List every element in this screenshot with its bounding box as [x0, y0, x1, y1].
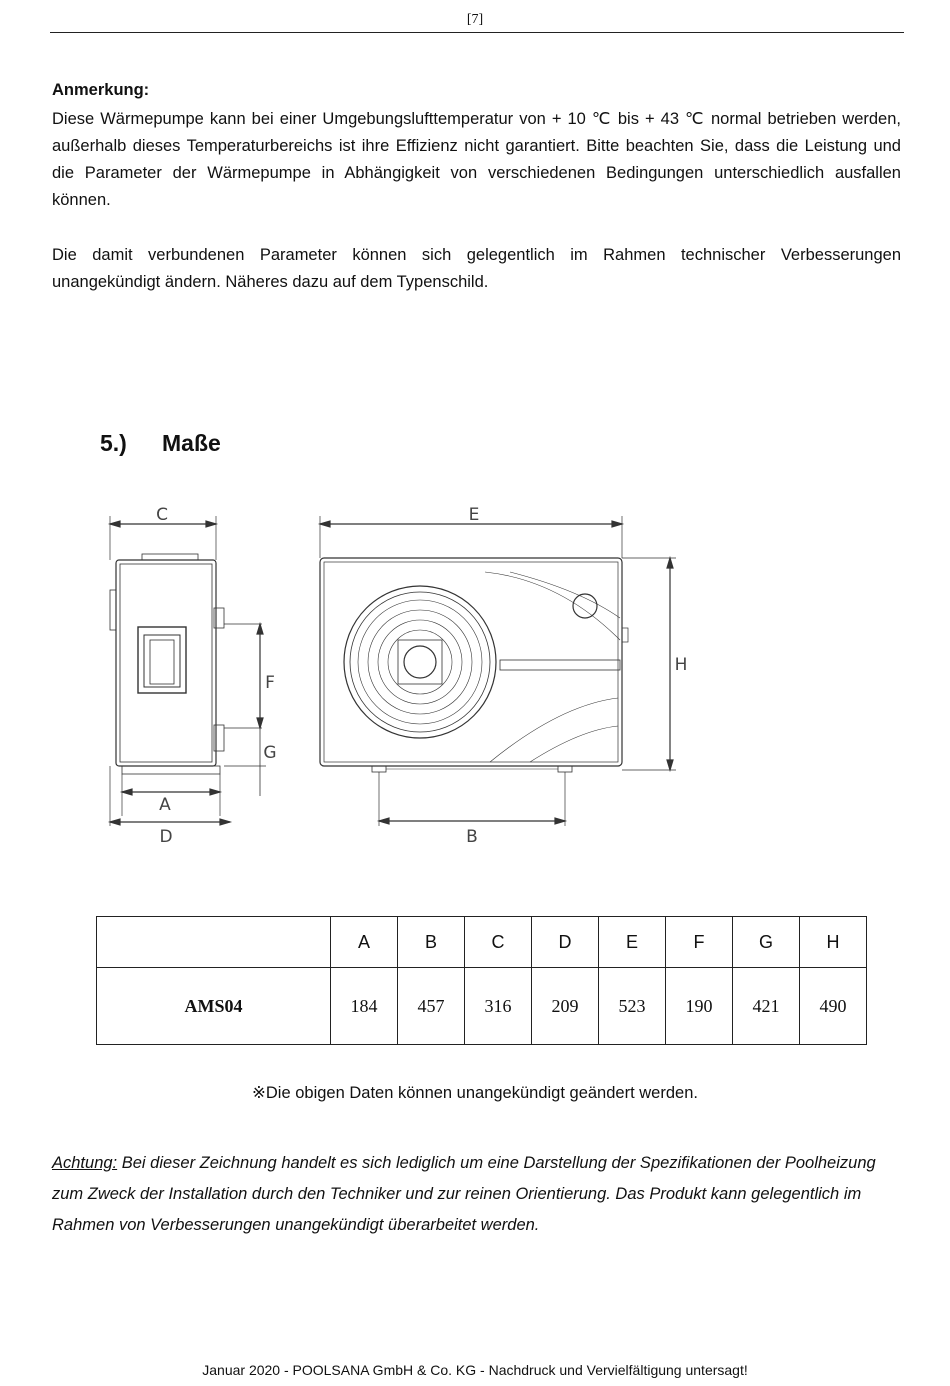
table-header-cell: B [398, 917, 465, 968]
note-paragraph-1: Diese Wärmepumpe kann bei einer Umgebungslufttemperatur von + 10 ℃ bis + 43 ℃ normal betrieben werden, außerhalb dieses Temperaturbereichs ist ihre Effizienz nicht garantiert. Bitte beachten Sie, dass die Leistung und die Parameter der Wärmepumpe in Abhängigkeit von verschiedenen Bedingungen unterschiedlich ausfallen können. [52, 110, 901, 209]
table-cell: 421 [733, 968, 800, 1045]
table-cell: 457 [398, 968, 465, 1045]
table-cell: 190 [666, 968, 733, 1045]
dim-label-c: C [156, 505, 168, 525]
dim-label-d: D [159, 827, 173, 847]
table-header-cell [97, 917, 331, 968]
table-cell: 184 [331, 968, 398, 1045]
section-heading [100, 430, 221, 457]
dim-label-a: A [159, 795, 171, 815]
dimensions-table [96, 916, 867, 1045]
footer-text: Januar 2020 - POOLSANA GmbH & Co. KG - Nachdruck und Vervielfältigung untersagt! [202, 1362, 748, 1378]
table-header-cell: G [733, 917, 800, 968]
table-cell: 316 [465, 968, 532, 1045]
model-name-cell: AMS04 [97, 968, 331, 1045]
table-header-cell: F [666, 917, 733, 968]
note-title: Anmerkung: [52, 81, 150, 99]
header-rule [50, 32, 904, 33]
dim-label-h: H [674, 655, 688, 675]
section-number: 5.) [100, 430, 127, 456]
disclaimer-text: ※Die obigen Daten können unangekündigt geändert werden. [252, 1084, 698, 1102]
table-header-cell: H [800, 917, 867, 968]
section-title: Maße [162, 430, 221, 456]
note-paragraph-2: Die damit verbundenen Parameter können sich gelegentlich im Rahmen technischer Verbesserungen unangekündigt ändern. Näheres dazu auf dem Typenschild. [52, 246, 901, 291]
table-header-row [97, 917, 867, 968]
caution-text: Bei dieser Zeichnung handelt es sich lediglich um eine Darstellung der Spezifikationen der Poolheizung zum Zweck der Installation durch den Techniker und zur reinen Orientierung. Das Produkt kann gelegentlich im Rahmen von Verbesserungen unangekündigt überarbeitet werden. [52, 1154, 876, 1234]
front-view [320, 516, 676, 826]
table-header-cell: C [465, 917, 532, 968]
dim-label-b: B [466, 827, 478, 847]
table-cell: 523 [599, 968, 666, 1045]
dim-label-e: E [468, 505, 480, 525]
table-header-cell: A [331, 917, 398, 968]
table-header-cell: D [532, 917, 599, 968]
dim-label-f: F [265, 673, 275, 693]
table-row [97, 968, 867, 1045]
table-cell: 490 [800, 968, 867, 1045]
table-cell: 209 [532, 968, 599, 1045]
page-number: [7] [466, 12, 484, 27]
table-header-cell: E [599, 917, 666, 968]
caution-label: Achtung: [52, 1154, 118, 1172]
side-view [110, 516, 266, 826]
dimension-drawing [90, 490, 710, 860]
caution-paragraph [52, 1148, 902, 1241]
dim-label-g: G [263, 743, 277, 763]
